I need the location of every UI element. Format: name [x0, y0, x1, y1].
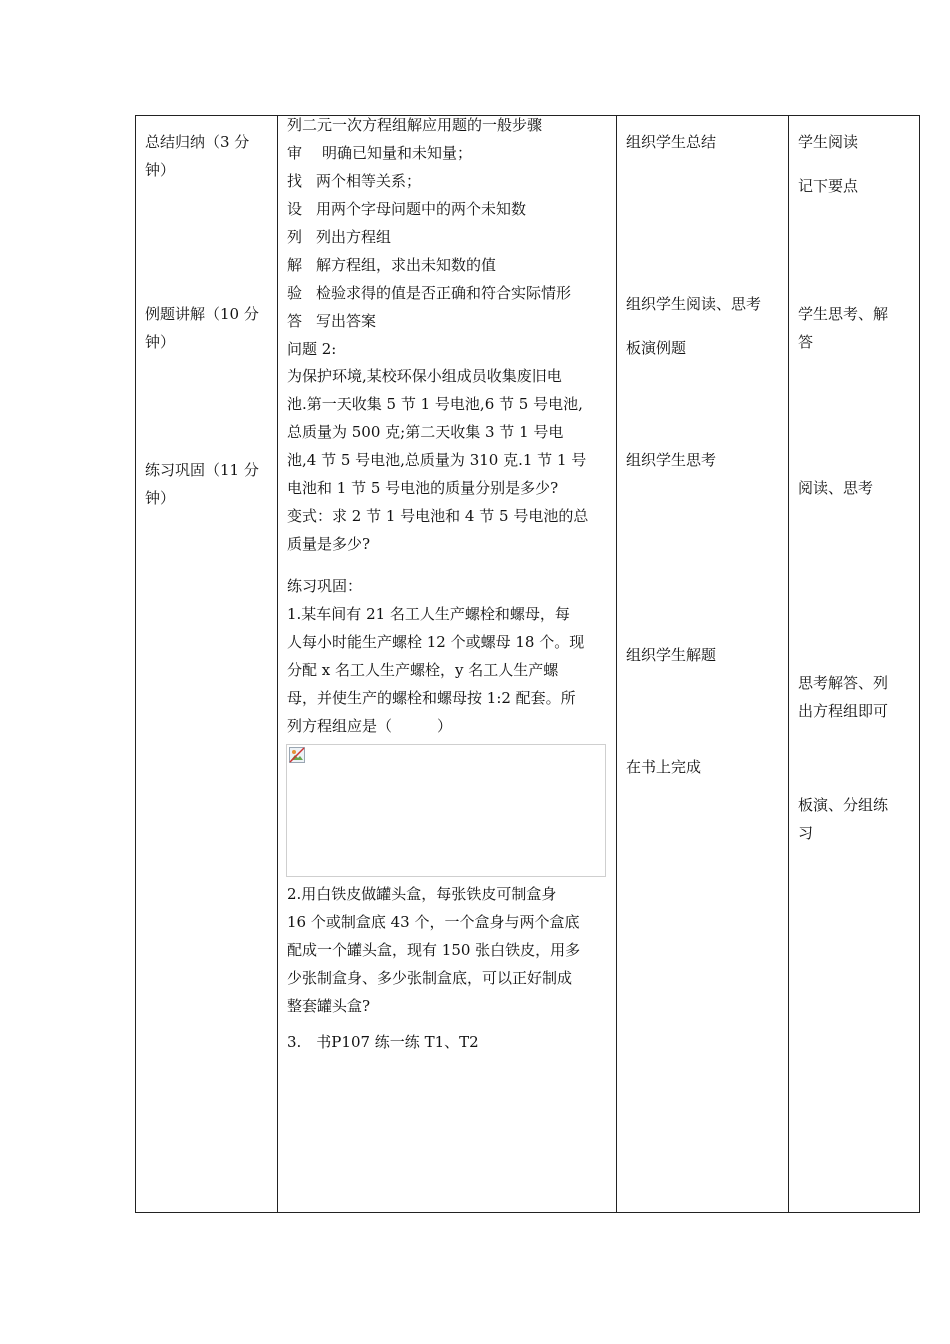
stage-example-line: 例题讲解（10 分	[145, 305, 259, 323]
student-board-line: 板演、分组练	[798, 796, 889, 814]
exercise1-line: 分配 x 名工人生产螺栓，y 名工人生产螺	[287, 661, 559, 679]
step-key: 解	[287, 256, 303, 274]
practice-section	[287, 572, 584, 740]
problem2-line: 池,4 节 5 号电池,总质量为 310 克.1 节 1 号	[287, 451, 587, 469]
student-answer	[798, 669, 888, 725]
step-key: 设	[287, 200, 303, 218]
problem2-title: 问题 2:	[287, 340, 337, 358]
step-text: 列出方程组	[316, 228, 392, 246]
step-key: 审	[287, 144, 303, 162]
teacher-example-2: 板演例题	[626, 339, 687, 357]
problem2-text	[287, 362, 588, 558]
student-read: 学生阅读	[798, 133, 859, 151]
step-row	[287, 283, 571, 303]
exercise2-line: 16 个或制盒底 43 个，一个盒身与两个盒底	[287, 913, 580, 931]
step-key: 验	[287, 284, 303, 302]
student-think	[798, 300, 888, 356]
student-think-line: 学生思考、解	[798, 305, 889, 323]
exercise1-line: 人每小时能生产螺栓 12 个或螺母 18 个。现	[287, 633, 585, 651]
exercise2-line: 2.用白铁皮做罐头盒，每张铁皮可制盒身	[287, 885, 557, 903]
student-answer-line: 思考解答、列	[798, 674, 889, 692]
exercise2-line: 少张制盒身、多少张制盒底，可以正好制成	[287, 969, 573, 987]
lesson-plan-table	[135, 115, 920, 1213]
exercise1-line: 母，并使生产的螺栓和螺母按 1:2 配套。所	[287, 689, 576, 707]
problem2-line: 池.第一天收集 5 节 1 号电池,6 节 5 号电池,	[287, 395, 583, 413]
teacher-book: 在书上完成	[626, 758, 702, 776]
stage-summary-line: 总结归纳（3 分	[145, 133, 250, 151]
student-board	[798, 791, 888, 847]
stage-summary	[145, 128, 249, 184]
step-text: 解方程组，求出未知数的值	[316, 256, 497, 274]
variant-line: 变式：求 2 节 1 号电池和 4 节 5 号电池的总	[287, 507, 589, 525]
exercise2	[287, 880, 580, 1020]
stage-summary-line: 钟）	[145, 161, 176, 179]
content-column	[278, 116, 617, 1213]
step-row	[287, 311, 376, 331]
step-text: 检验求得的值是否正确和符合实际情形	[316, 284, 572, 302]
step-text: 明确已知量和未知量；	[322, 144, 473, 162]
student-think-line: 答	[798, 333, 814, 351]
image-placeholder	[286, 744, 606, 877]
practice-title: 练习巩固：	[287, 577, 363, 595]
student-board-line: 习	[798, 824, 814, 842]
problem2-line: 总质量为 500 克;第二天收集 3 节 1 号电	[287, 423, 564, 441]
step-key: 答	[287, 312, 303, 330]
stage-practice-line: 练习巩固（11 分	[145, 461, 259, 479]
step-row	[287, 143, 472, 163]
table-row	[136, 116, 920, 1213]
teacher-column	[617, 116, 789, 1213]
problem2-line: 为保护环境,某校环保小组成员收集废旧电	[287, 367, 562, 385]
step-row	[287, 255, 496, 275]
exercise1-line: 1.某车间有 21 名工人生产螺栓和螺母，每	[287, 605, 570, 623]
step-row	[287, 227, 391, 247]
stage-practice-line: 钟）	[145, 489, 176, 507]
step-row	[287, 171, 421, 191]
exercise2-line: 整套罐头盒?	[287, 997, 371, 1015]
teacher-summary: 组织学生总结	[626, 133, 717, 151]
stage-example	[145, 300, 259, 356]
broken-image-icon	[289, 747, 305, 763]
exercise3: 3. 书P107 练一练 T1、T2	[287, 1033, 479, 1051]
problem2-line: 电池和 1 节 5 号电池的质量分别是多少?	[287, 479, 559, 497]
stage-column	[136, 116, 278, 1213]
student-answer-line: 出方程组即可	[798, 702, 889, 720]
student-read-think: 阅读、思考	[798, 479, 874, 497]
student-notes: 记下要点	[798, 177, 859, 195]
step-key: 列	[287, 228, 303, 246]
step-text: 两个相等关系；	[316, 172, 422, 190]
teacher-example-1: 组织学生阅读、思考	[626, 295, 762, 313]
teacher-think: 组织学生思考	[626, 451, 717, 469]
stage-practice	[145, 456, 259, 512]
step-key: 找	[287, 172, 303, 190]
student-column	[789, 116, 920, 1213]
teacher-solve: 组织学生解题	[626, 646, 717, 664]
step-text: 写出答案	[316, 312, 377, 330]
steps-title: 列二元一次方程组解应用题的一般步骤	[287, 116, 543, 134]
variant-line: 质量是多少?	[287, 535, 371, 553]
exercise1-line: 列方程组应是（ ）	[287, 717, 453, 735]
step-text: 用两个字母问题中的两个未知数	[316, 200, 527, 218]
stage-example-line: 钟）	[145, 333, 176, 351]
step-row	[287, 199, 526, 219]
exercise2-line: 配成一个罐头盒，现有 150 张白铁皮，用多	[287, 941, 581, 959]
